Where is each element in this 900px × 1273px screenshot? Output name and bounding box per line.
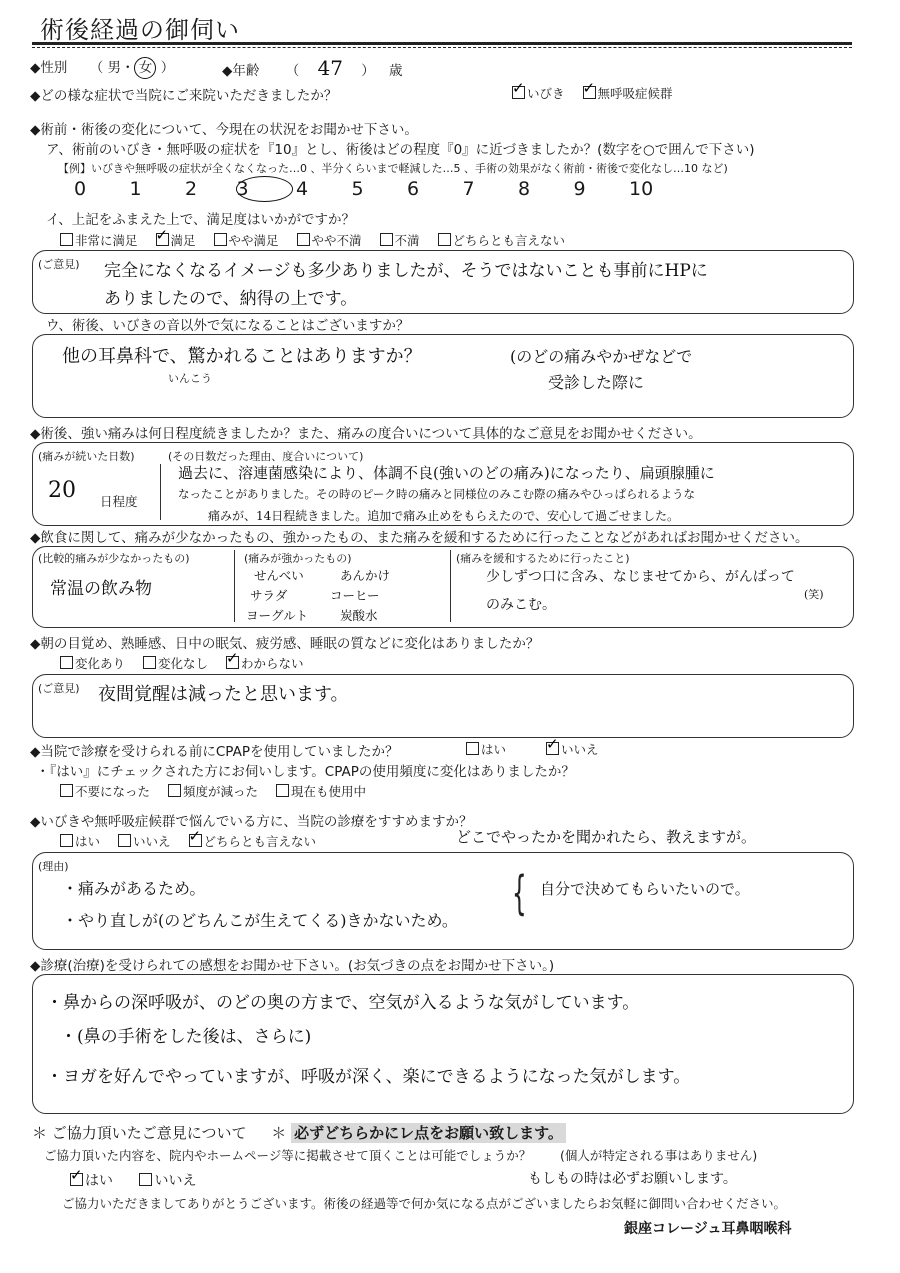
scale-8[interactable]: 8 [518,178,531,200]
age-unit: 歳 [389,63,403,79]
option-ibiki[interactable] [512,84,565,102]
consent-heading-row [32,1122,566,1143]
option-dissatisfied[interactable] [380,231,420,249]
option-label: どちらとも言えない [452,233,566,248]
option-no[interactable] [546,740,599,758]
satisfaction-question: イ、上記をふまえた上で、満足度はいかがですか？ [46,212,356,228]
checkbox[interactable] [118,834,131,847]
consent-handwritten[interactable]: もしもの時は必ずお願いします。 [528,1171,737,1187]
checkbox-checked[interactable] [512,86,525,99]
option-changed[interactable] [60,654,125,672]
checkbox[interactable] [60,233,73,246]
checkbox[interactable] [60,784,73,797]
consent-heading: ＊ ご協力頂いたご意見について [32,1124,247,1142]
thanks-text: ご協力いただきましてありがとうございます。術後の経過等で何か気になる点がございましたらお気軽に御問い合わせください。 [62,1196,787,1211]
sex-label: ◆性別 [30,60,68,76]
food-strong-item-6[interactable]: 炭酸水 [340,608,378,623]
option-label: はい [75,834,101,849]
checkbox[interactable] [139,1173,152,1186]
clinic-name: 銀座コレージュ耳鼻咽喉科 [624,1221,792,1237]
option-yes[interactable] [60,832,100,850]
symptoms-question: ◆どの様な症状で当院にご来院いただきましたか？ [30,88,338,104]
option-label: 不要になった [75,784,151,799]
pain-detail-label: (その日数だった理由、度合いについて) [168,450,364,463]
option-no-longer-needed[interactable] [60,782,150,800]
checkbox-checked[interactable] [583,86,596,99]
sex-row [30,56,174,79]
recommend-reason-line2[interactable]: ・やり直しが(のどちんこが生えてくる)きかないため。 [62,911,458,930]
checkbox[interactable] [168,784,181,797]
pain-detail-line1[interactable]: 過去に、溶連菌感染により、体調不良(強いのどの痛み)になったり、扁頭腺腫に [178,464,715,482]
sleep-question: ◆朝の目覚め、熟睡感、日中の眠気、疲労感、睡眠の質などに変化はありましたか？ [30,636,540,652]
food-question: ◆飲食に関して、痛みが少なかったもの、強かったもの、また痛みを緩和するために行ったことなどがあればお聞かせください。 [30,530,809,546]
food-less-label: (比較的痛みが少なかったもの) [38,552,190,565]
recommend-reason-side[interactable]: 自分で決めてもらいたいので。 [540,880,750,898]
symptoms-options [512,84,687,102]
food-strong-item-4[interactable]: コーヒー [330,588,380,603]
satisfaction-opinion-line1[interactable]: 完全になくなるイメージも多少ありましたが、そうではないことも事前にHPに [104,261,708,281]
cpap-follow-options [60,782,380,800]
cpap-question: ◆当院で診療を受けられる前にCPAPを使用していましたか？ [30,744,399,760]
food-relief-line1[interactable]: 少しずつ口に含み、なじませてから、がんばって [486,569,795,585]
change-example: 【例】いびきや無呼吸の症状が全くなくなった…0 、半分くらいまで軽減した…5 、手術の効果がなく術前・術後で変化なし…10 など) [58,162,728,175]
other-concern-question: ウ、術後、いびきの音以外で気になることはございますか？ [46,318,410,334]
satisfaction-opinion-line2[interactable]: ありましたので、納得の上です。 [104,289,358,309]
scale-10[interactable]: 10 [629,178,654,200]
option-label: 満足 [170,233,196,248]
option-less-frequent[interactable] [168,782,258,800]
pain-days-unit: 日程度 [100,494,138,509]
food-relief-note: (笑) [804,588,824,601]
sex-paren-open: （ [89,60,104,76]
option-label: はい [85,1173,113,1189]
opinion-label: (ご意見) [38,258,80,271]
scale-2[interactable]: 2 [185,178,198,200]
consent-question: ご協力頂いた内容を、院内やホームページ等に掲載させて頂くことは可能でしょうか？ [44,1148,532,1163]
other-concern-side-line2[interactable]: 受診した際に [548,373,645,392]
other-concern-answer[interactable]: 他の耳鼻科で、驚かれることはありますか？ [62,346,422,367]
option-unknown[interactable] [226,654,304,672]
option-label: わからない [241,656,304,671]
consent-heading-bold: 必ずどちらかにレ点をお願い致します。 [291,1123,566,1143]
recommend-reason-label: (理由) [38,860,69,873]
option-label: 非常に満足 [75,233,138,248]
food-less-value[interactable]: 常温の飲み物 [50,579,152,599]
food-divider-2 [450,550,451,622]
option-yes[interactable] [466,740,506,758]
option-no[interactable] [118,832,171,850]
checkbox[interactable] [214,233,227,246]
change-sub-a: ア、術前のいびき・無呼吸の症状を『10』とし、術後はどの程度『0』に近づきましたか？(数字を○で囲んで下さい) [46,142,755,158]
option-label: やや満足 [228,233,279,248]
option-label: いいえ [561,742,599,757]
checkbox-checked[interactable] [156,233,169,246]
recommend-question: ◆いびきや無呼吸症候群で悩んでいる方に、当院の診療をすすめますか？ [30,814,473,830]
checkbox[interactable] [276,784,289,797]
option-somewhat-dissatisfied[interactable] [297,231,362,249]
option-very-satisfied[interactable] [60,231,138,249]
consent-heading-mark: ＊ [271,1124,287,1142]
food-relief-line2[interactable]: のみこむ。 [486,597,556,613]
checkbox[interactable] [297,233,310,246]
scale-6[interactable]: 6 [407,178,420,200]
brace-icon: { [512,866,527,920]
scale-5[interactable]: 5 [351,178,364,200]
title-underline [32,42,852,45]
pain-divider [160,464,161,520]
sleep-opinion-value[interactable]: 夜間覚醒は減ったと思います。 [98,684,349,705]
other-concern-note: いんこう [168,372,212,385]
checkbox[interactable] [438,233,451,246]
age-label: ◆年齢 [222,63,260,79]
age-paren-close: ） [361,63,375,79]
recommend-reason-line1[interactable]: ・痛みがあるため。 [62,879,206,898]
recommend-reason-box [32,852,854,950]
option-label: 変化あり [75,656,126,671]
checkbox[interactable] [380,233,393,246]
impression-line3[interactable]: ・ヨガを好んでやっていますが、呼吸が深く、楽にできるようになった気がします。 [46,1067,691,1087]
option-still-using[interactable] [276,782,366,800]
food-relief-label: (痛みを緩和するために行ったこと) [456,552,630,565]
option-satisfied[interactable] [156,231,196,249]
option-somewhat-satisfied[interactable] [214,231,279,249]
change-scale [74,176,685,202]
sex-male[interactable]: 男 [107,60,121,76]
option-no[interactable] [139,1170,196,1190]
checkbox[interactable] [60,656,73,669]
checkbox-checked[interactable] [189,834,202,847]
option-label: いいえ [154,1173,197,1189]
food-strong-label: (痛みが強かったもの) [244,552,352,565]
page-title: 術後経過の御伺い [40,16,240,44]
checkbox[interactable] [466,742,479,755]
option-label: いいえ [133,834,171,849]
checkbox-checked[interactable] [226,656,239,669]
food-strong-item-1[interactable]: せんべい [254,568,304,583]
checkbox-checked[interactable] [70,1173,83,1186]
sleep-opinion-label: (ご意見) [38,682,80,695]
pain-detail-line3[interactable]: 痛みが、14日程続きました。追加で痛み止めをもらえたので、安心して過ごせました。 [208,509,680,523]
age-value[interactable]: 47 [317,56,343,80]
option-label: やや不満 [311,233,362,248]
option-sleep-apnea[interactable] [583,84,673,102]
impression-line2[interactable]: ・(鼻の手術をした後は、さらに) [60,1027,312,1047]
recommend-side-note[interactable]: どこでやったかを聞かれたら、教えますが。 [456,828,757,846]
recommend-options [60,832,330,850]
sex-female-circled[interactable]: 女 [134,57,156,79]
cpap-options [466,740,613,758]
consent-note: (個人が特定される事はありません) [560,1148,758,1163]
food-strong-item-3[interactable]: サラダ [250,588,288,603]
sex-paren-close: ） [160,60,175,76]
scale-4[interactable]: 4 [296,178,309,200]
sex-dot: ・ [120,60,135,76]
checkbox[interactable] [60,834,73,847]
scale-3-selected[interactable] [236,176,297,202]
pain-days-value[interactable]: 20 [48,478,76,503]
option-label: 変化なし [158,656,209,671]
pain-question: ◆術後、強い痛みは何日程度続きましたか？また、痛みの度合いについて具体的なご意見をお聞かせください。 [30,426,702,442]
option-neither[interactable] [189,832,317,850]
scale-1[interactable]: 1 [129,178,142,200]
option-no-change[interactable] [143,654,208,672]
cpap-followup: ・『はい』にチェックされた方にお伺いします。CPAPの使用頻度に変化はありましたか？ [36,764,575,780]
impression-question: ◆診療(治療)を受けられての感想をお聞かせ下さい。(お気づきの点をお聞かせ下さい。) [30,958,555,974]
satisfaction-options [60,231,579,249]
impression-line1[interactable]: ・鼻からの深呼吸が、のどの奥の方まで、空気が入るような気がしています。 [46,993,640,1013]
scale-7[interactable]: 7 [462,178,475,200]
checkbox-checked[interactable] [546,742,559,755]
scale-3-circle: 3 [236,176,294,202]
change-question: ◆術前・術後の変化について、今現在の状況をお聞かせ下さい。 [30,122,418,138]
title-underline-dashed [32,47,852,48]
scale-9[interactable]: 9 [573,178,586,200]
food-strong-item-2[interactable]: あんかけ [340,568,391,583]
age-paren-open: （ [285,63,300,79]
pain-detail-line2[interactable]: なったことがありました。その時のピーク時の痛みと同様位のみこむ際の痛みやひっぱられるような [178,487,696,501]
age-row [222,56,403,80]
option-yes[interactable] [70,1170,113,1190]
food-strong-item-5[interactable]: ヨーグルト [246,608,309,623]
option-label: 現在も使用中 [291,784,367,799]
option-label: 無呼吸症候群 [597,86,673,101]
checkbox[interactable] [143,656,156,669]
food-divider-1 [234,550,235,622]
option-label: 頻度が減った [183,784,259,799]
scale-0[interactable]: 0 [74,178,87,200]
other-concern-side-line1[interactable]: (のどの痛みやかぜなどで [510,347,693,366]
pain-days-label: (痛みが続いた日数) [38,450,135,463]
option-label: いびき [527,86,565,101]
option-label: はい [481,742,507,757]
option-label: どちらとも言えない [203,834,317,849]
consent-options [70,1170,210,1190]
sleep-options [60,654,318,672]
option-neither[interactable] [438,231,566,249]
option-label: 不満 [394,233,420,248]
